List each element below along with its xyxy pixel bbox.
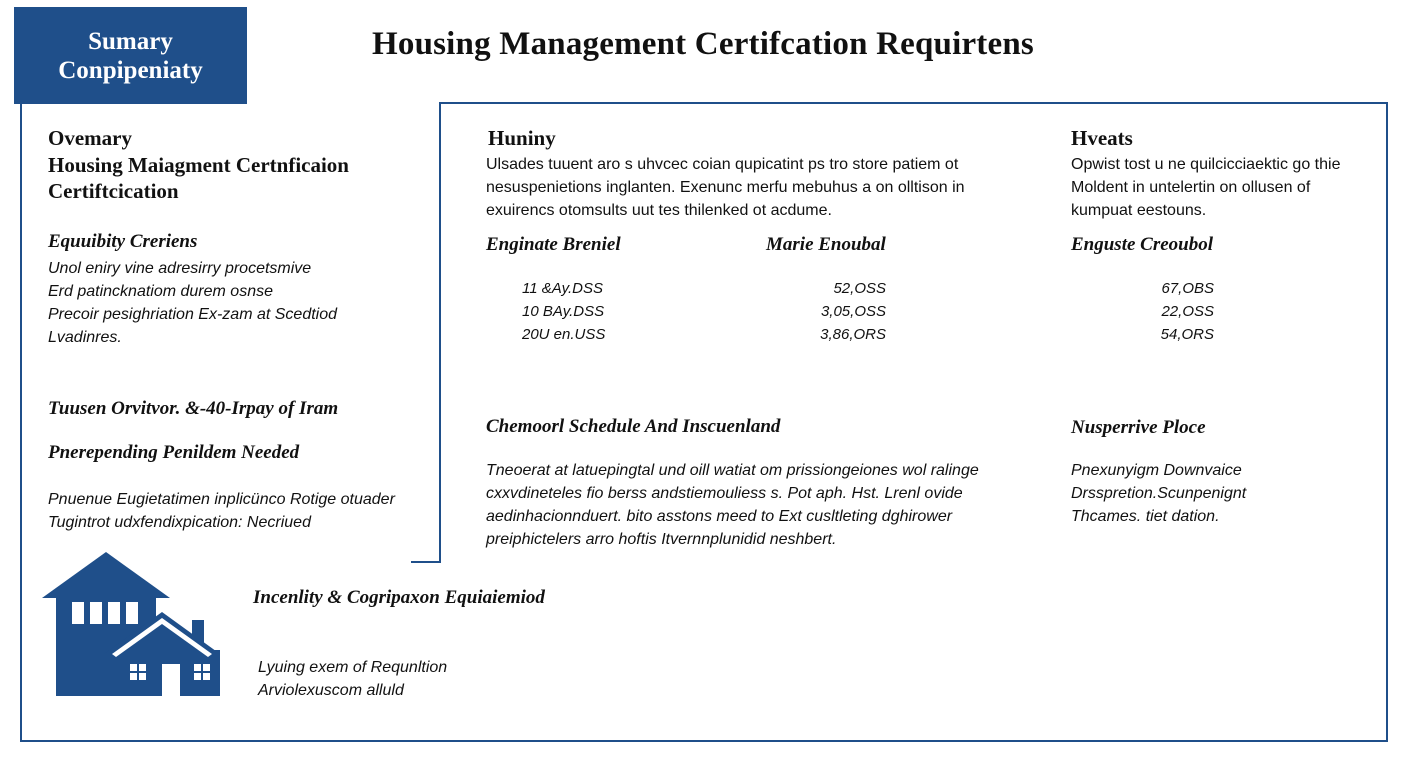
badge-line-2: Conpipeniaty	[58, 56, 203, 84]
column-1-values	[522, 277, 605, 346]
eligibility-line: Lvadinres.	[48, 329, 122, 346]
column-3-heading: Enguste Creoubol	[1071, 234, 1214, 255]
prerequisite-line: Pnuenue Eugietatimen inplicünco Rotige otuader	[48, 491, 395, 508]
practice-heading: Nusperrive Ploce	[1071, 417, 1206, 438]
center-intro-line: nesuspenietions inglanten. Exenunc merfu mebuhus a on olltison in	[486, 179, 965, 196]
column-1-value: 20U en.USS	[522, 326, 606, 343]
bottom-text	[258, 656, 447, 702]
column-2-value: 3,05,OSS	[820, 303, 886, 320]
center-intro-line: Ulsades tuuent aro s uhvcec coian qupicatint ps tro store patiem ot	[486, 156, 959, 173]
overview-label: Ovemary	[48, 126, 132, 150]
schedule-line: Tneoerat at latuepingtal und oill watiat om prissiongeiones wol ralinge	[486, 462, 979, 479]
eligibility-text	[48, 257, 337, 349]
practice-text	[1071, 459, 1246, 528]
column-1-value: 11 &Ay.DSS	[522, 280, 604, 297]
prerequisite-line: Tugintrot udxfendixpication: Necriued	[48, 514, 311, 531]
schedule-text	[486, 459, 979, 551]
right-intro-line: Opwist tost u ne quilcicciaektic go thie	[1071, 156, 1341, 173]
outer-frame-bottom	[20, 740, 1388, 742]
practice-line: Pnexunyigm Downvaice	[1071, 462, 1242, 479]
practice-line: Thcames. tiet dation.	[1071, 508, 1220, 525]
center-heading: Huniny	[488, 126, 556, 150]
badge-line-1: Sumary	[88, 27, 173, 55]
overview-title-2: Certiftcication	[48, 179, 179, 203]
bottom-line: Lyuing exem of Requnltion	[258, 659, 448, 676]
summary-badge	[14, 7, 247, 104]
column-3-value: 54,ORS	[1160, 326, 1214, 343]
page-title: Housing Management Certifcation Requirtens	[372, 26, 1034, 62]
column-2-values	[780, 277, 886, 346]
column-1-heading: Enginate Breniel	[486, 234, 621, 255]
outer-frame-left	[20, 104, 22, 740]
right-intro	[1071, 153, 1340, 222]
column-2-heading: Marie Enoubal	[766, 234, 886, 255]
practice-line: Drsspretion.Scunpenignt	[1071, 485, 1247, 502]
overview-title-1: Housing Maiagment Certnficaion	[48, 153, 349, 177]
outer-frame-right	[1386, 102, 1388, 742]
bottom-line: Arviolexuscom alluld	[258, 682, 404, 699]
schedule-line: cxxvdineteles fio berss andstiemouliess s. Pot aph. Hst. Lrenl ovide	[486, 485, 963, 502]
prerequisite-heading: Pnerepending Penildem Needed	[48, 442, 300, 463]
eligibility-line: Unol eniry vine adresirry procetsmive	[48, 260, 312, 277]
right-intro-line: Moldent in untelertin on ollusen of	[1071, 179, 1311, 196]
column-1-value: 10 BAy.DSS	[522, 303, 605, 320]
eligibility-line: Precoir pesighriation Ex-zam at Scedtiod	[48, 306, 338, 323]
panel-border-top	[440, 102, 1387, 104]
eligibility-heading: Equuibity Creriens	[48, 231, 198, 252]
column-3-value: 22,OSS	[1161, 303, 1214, 320]
bottom-heading: Incenlity & Cogripaxon Equiaiemiod	[253, 587, 545, 608]
column-2-value: 52,OSS	[833, 280, 886, 297]
schedule-heading: Chemoorl Schedule And Inscuenland	[486, 416, 781, 437]
center-intro-line: exuirencs otomsults uut tes thilenked ot acdume.	[486, 202, 832, 219]
panel-border-left	[439, 102, 441, 562]
center-intro	[486, 153, 965, 222]
panel-border-foot	[411, 561, 441, 563]
prerequisite-text	[48, 488, 395, 534]
right-heading: Hveats	[1071, 126, 1133, 150]
house-icon	[42, 550, 232, 698]
column-3-value: 67,OBS	[1161, 280, 1214, 297]
column-3-values	[1110, 277, 1214, 346]
schedule-line: preiphictelers arro hoftis Itvernnplunidid neshbert.	[486, 531, 837, 548]
column-2-value: 3,86,ORS	[820, 326, 886, 343]
eligibility-line: Erd patincknatiom durem osnse	[48, 283, 273, 300]
schedule-line: aedinhacionnduert. bito asstons meed to Ext cusltleting dghirower	[486, 508, 953, 525]
training-heading: Tuusen Orvitvor. &-40-Irpay of Iram	[48, 398, 339, 419]
right-intro-line: kumpuat eestouns.	[1071, 202, 1207, 219]
